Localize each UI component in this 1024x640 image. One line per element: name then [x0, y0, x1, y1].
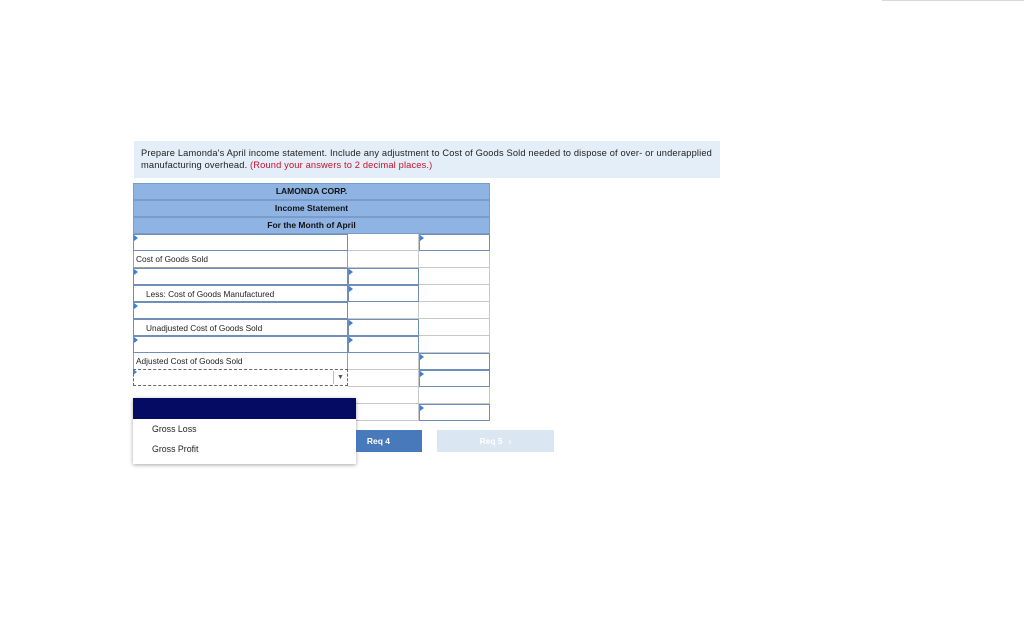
total-input[interactable]	[419, 234, 490, 251]
amount-cell	[419, 302, 490, 319]
table-row	[133, 268, 490, 285]
input-marker-icon	[349, 286, 353, 292]
dropdown-menu	[133, 398, 356, 464]
row-label: Less: Cost of Goods Manufactured	[146, 289, 275, 299]
row-label: Adjusted Cost of Goods Sold	[136, 356, 243, 366]
table-row	[133, 353, 490, 370]
amount-cell	[348, 302, 419, 319]
input-marker-icon	[420, 371, 424, 377]
amount-input[interactable]	[348, 268, 419, 285]
table-row	[133, 285, 490, 302]
account-select[interactable]	[133, 336, 348, 353]
input-marker-icon	[134, 269, 138, 275]
amount-cell	[419, 251, 490, 268]
amount-cell	[419, 285, 490, 302]
amount-cell	[419, 336, 490, 353]
next-req-button[interactable]	[437, 430, 554, 452]
row-label-cell	[133, 319, 348, 336]
input-marker-icon	[420, 354, 424, 360]
amount-input[interactable]	[348, 319, 419, 336]
prev-req-button[interactable]	[356, 430, 422, 452]
statement-period: For the Month of April	[133, 217, 490, 234]
chevron-right-icon: ›	[508, 436, 512, 446]
table-row	[133, 336, 490, 353]
row-label: Cost of Goods Sold	[136, 254, 208, 264]
total-input[interactable]	[419, 370, 490, 387]
amount-cell	[419, 268, 490, 285]
row-label-cell	[133, 353, 348, 370]
account-select[interactable]	[133, 268, 348, 285]
input-marker-icon	[349, 337, 353, 343]
dropdown-option-gross-profit[interactable]: Gross Profit	[152, 444, 199, 454]
instructions-box	[134, 141, 720, 178]
input-marker-icon	[420, 405, 424, 411]
amount-cell	[348, 353, 419, 370]
instructions-text: Prepare Lamonda's April income statement. Include any adjustment to Cost of Goods Sold needed to dispose of over- or underapplied manufacturing overhead.	[141, 148, 713, 170]
row-label-cell	[133, 285, 348, 302]
company-header: LAMONDA CORP.	[133, 183, 490, 200]
input-marker-icon	[133, 369, 137, 375]
row-label-cell	[133, 251, 348, 268]
prev-req-label: Req 4	[366, 436, 390, 446]
row-label: Unadjusted Cost of Goods Sold	[146, 323, 263, 333]
account-select[interactable]	[133, 302, 348, 319]
table-row	[133, 302, 490, 319]
input-marker-icon	[349, 320, 353, 326]
total-input[interactable]	[419, 353, 490, 370]
amount-cell	[419, 319, 490, 336]
table-row	[133, 234, 490, 251]
amount-input[interactable]	[348, 285, 419, 302]
chevron-down-icon[interactable]: ▼	[333, 371, 347, 384]
amount-cell	[348, 370, 419, 387]
amount-cell	[348, 234, 419, 251]
dropdown-blank-option[interactable]	[133, 398, 356, 419]
input-marker-icon	[420, 235, 424, 241]
amount-cell	[348, 387, 419, 404]
next-req-label: Req 5	[479, 436, 503, 446]
input-marker-icon	[134, 235, 138, 241]
input-marker-icon	[134, 337, 138, 343]
input-marker-icon	[134, 303, 138, 309]
amount-input[interactable]	[348, 336, 419, 353]
statement-title: Income Statement	[133, 200, 490, 217]
input-marker-icon	[349, 269, 353, 275]
table-row	[133, 319, 490, 336]
amount-cell	[419, 387, 490, 404]
amount-cell	[348, 251, 419, 268]
top-divider	[882, 0, 1024, 1]
gross-profit-select[interactable]	[133, 369, 348, 386]
amount-cell	[348, 404, 419, 421]
instructions-note: (Round your answers to 2 decimal places.)	[250, 159, 433, 170]
account-select[interactable]	[133, 234, 348, 251]
total-input[interactable]	[419, 404, 490, 421]
table-row	[133, 251, 490, 268]
dropdown-option-gross-loss[interactable]: Gross Loss	[152, 424, 197, 434]
